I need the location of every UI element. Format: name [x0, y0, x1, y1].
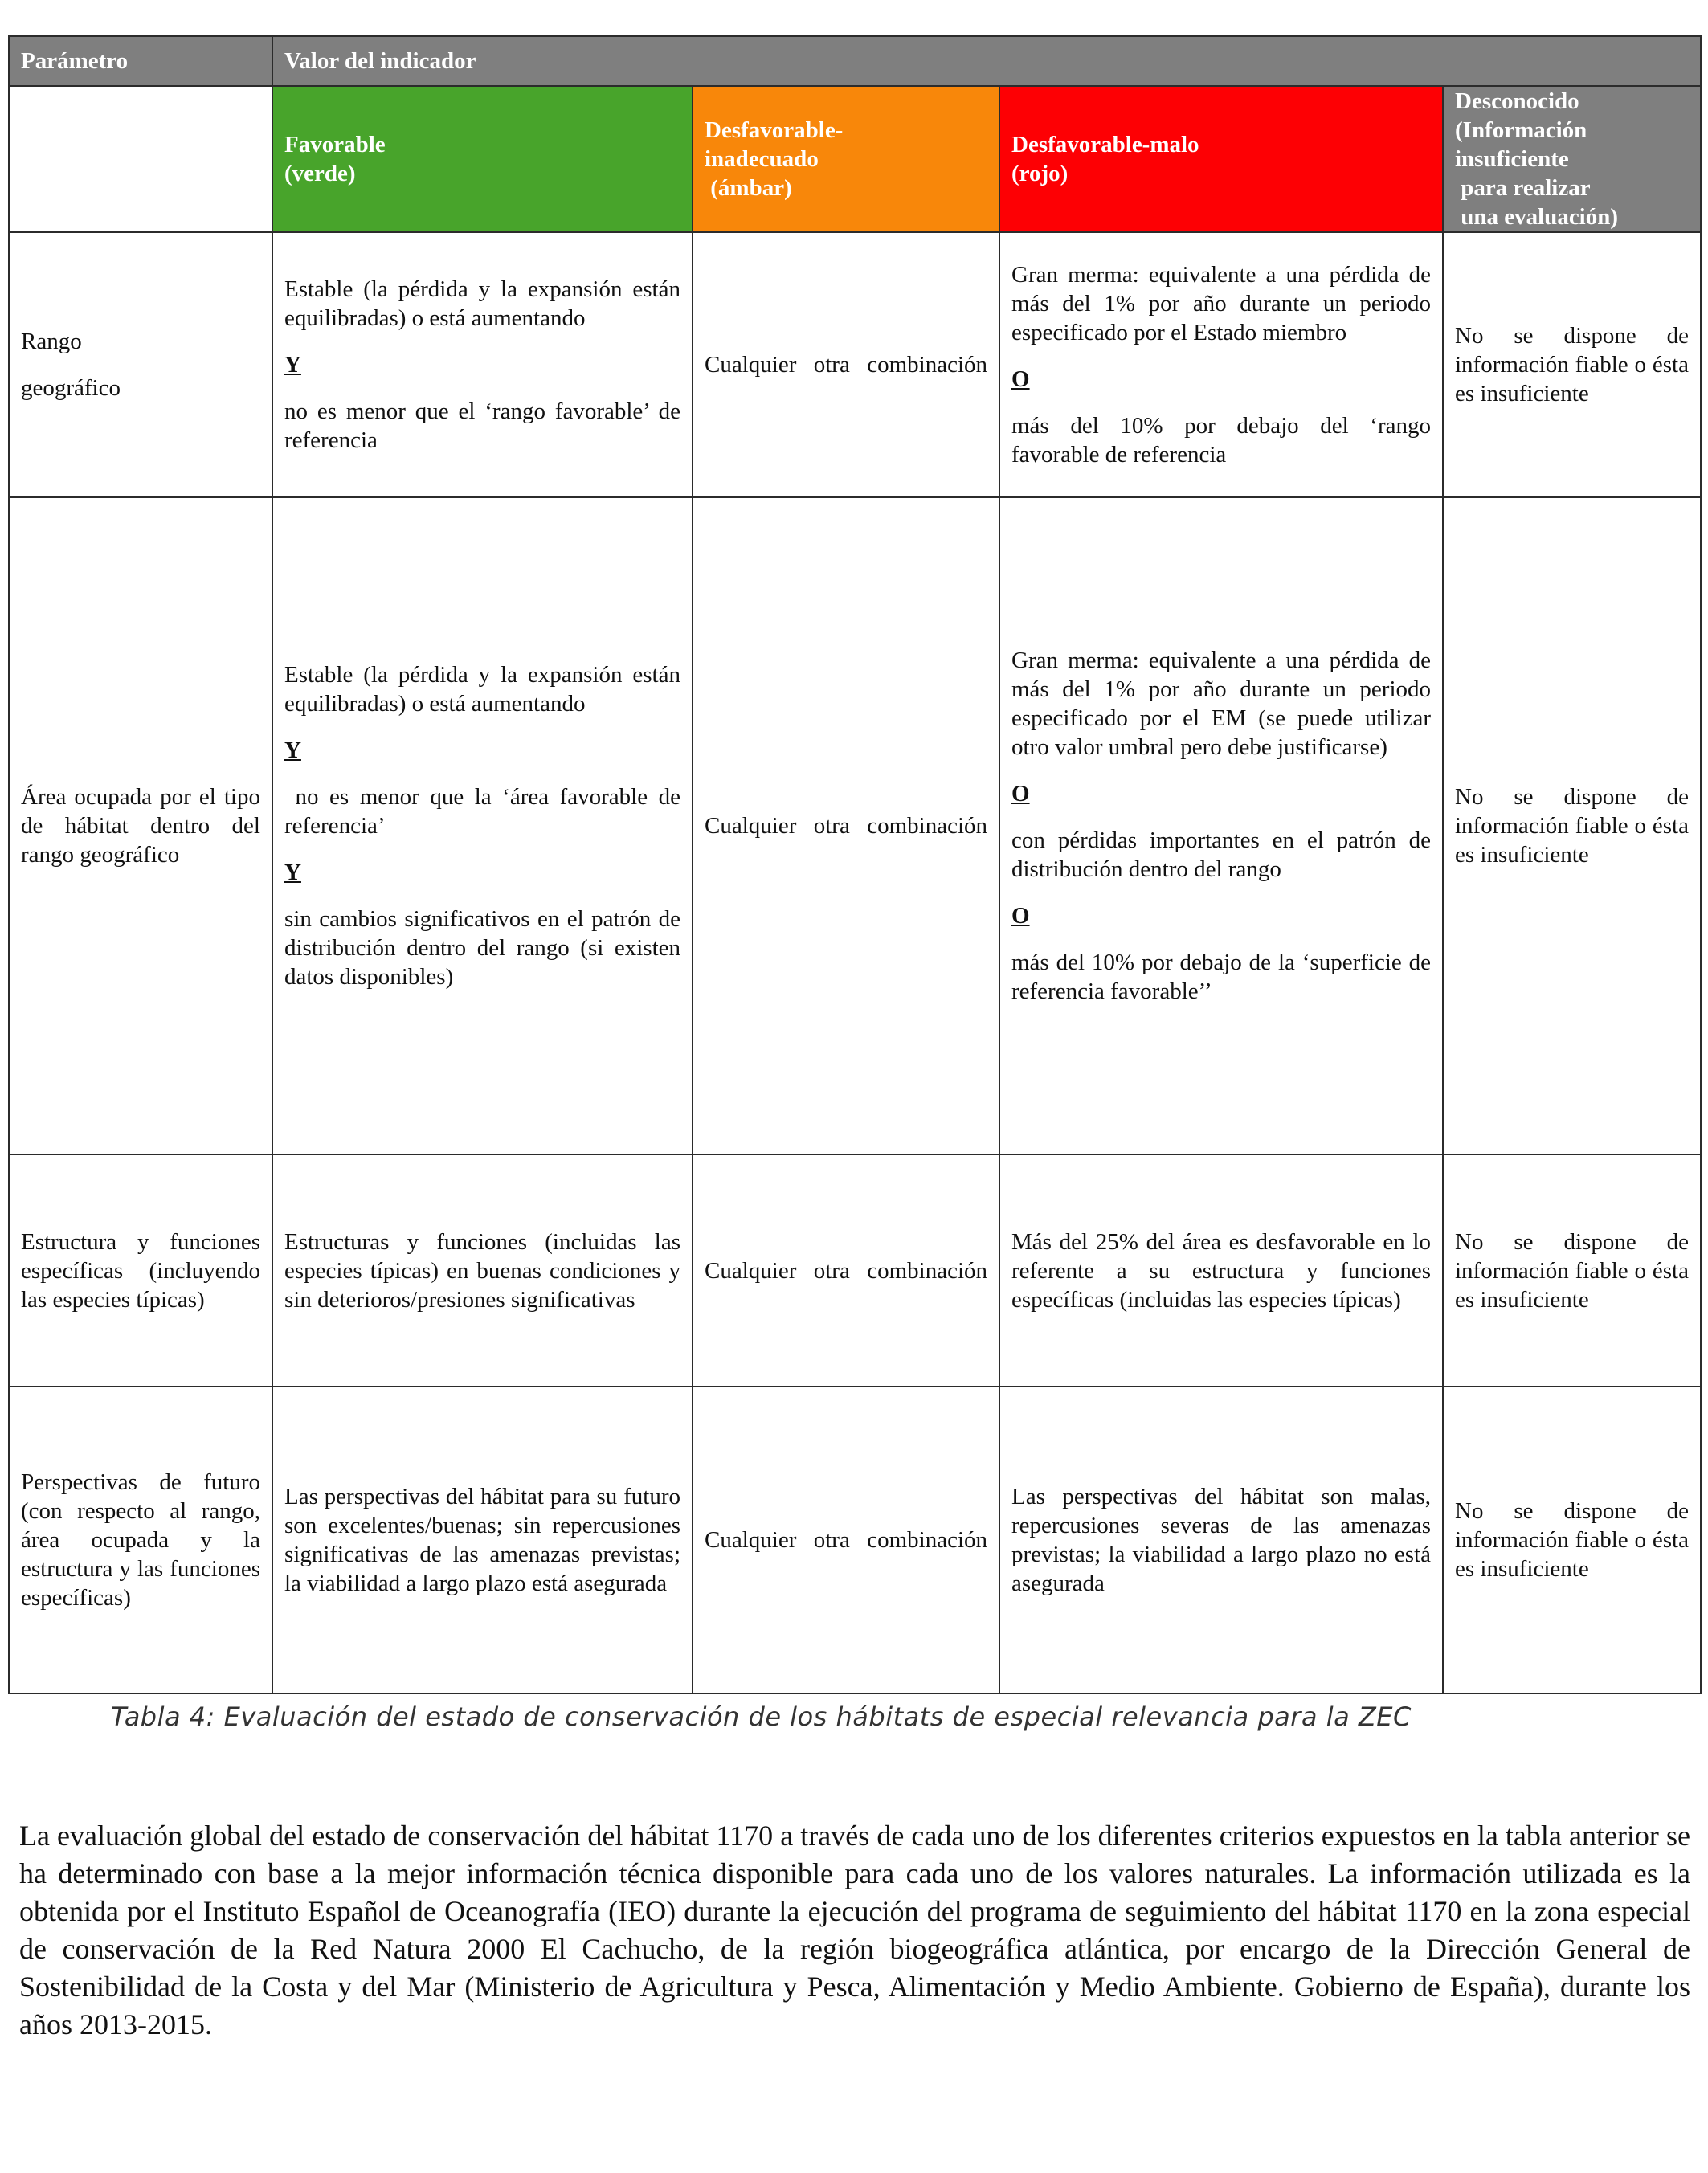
category-unknown: Desconocido (Información insuficiente para realizar una evaluación)	[1443, 86, 1701, 232]
favorable-cell: Estable (la pérdida y la expansión están equilibradas) o está aumentando Y no es menor que el ‘rango favorable’ de referencia	[272, 232, 693, 497]
inadequate-cell: Cualquier otra combinación	[693, 232, 999, 497]
table-row	[9, 1154, 1701, 1387]
conjunction-y: Y	[284, 860, 301, 885]
category-bad: Desfavorable-malo (rojo)	[999, 86, 1443, 232]
favorable-cell: Estable (la pérdida y la expansión están equilibradas) o está aumentando Y no es menor que la ‘área favorable de referencia’ Y sin cambios significativos en el patrón de distribución dentro del rango (si existen datos disponibles)	[272, 497, 693, 1154]
unknown-cell: No se dispone de información fiable o ésta es insuficiente	[1443, 497, 1701, 1154]
param-cell: Área ocupada por el tipo de hábitat dentro del rango geográfico	[9, 497, 272, 1154]
body-paragraph: La evaluación global del estado de conservación del hábitat 1170 a través de cada uno de los diferentes criterios expuestos en la tabla anterior se ha determinado con base a la mejor información técnica disponible para cada uno de los valores naturales. La información utilizada es la obtenida por el Instituto Español de Oceanografía (IEO) durante la ejecución del programa de seguimiento del hábitat 1170 en la zona especial de conservación de la Red Natura 2000 El Cachucho, de la región biogeográfica atlántica, por encargo de la Dirección General de Sostenibilidad de la Costa y del Mar (Ministerio de Agricultura y Pesca, Alimentación y Medio Ambiente. Gobierno de España), durante los años 2013-2015.	[19, 1820, 1690, 2040]
category-row	[9, 86, 1701, 232]
table-header-row	[9, 36, 1701, 86]
bad-cell: Las perspectivas del hábitat son malas, repercusiones severas de las amenazas previstas; la viabilidad a largo plazo no está asegurada	[999, 1387, 1443, 1693]
unknown-cell: No se dispone de información fiable o ésta es insuficiente	[1443, 1387, 1701, 1693]
inadequate-cell: Cualquier otra combinación	[693, 1387, 999, 1693]
param-cell: Estructura y funciones específicas (incluyendo las especies típicas)	[9, 1154, 272, 1387]
conjunction-o: O	[1011, 903, 1030, 929]
table-row	[9, 232, 1701, 497]
category-empty-cell	[9, 86, 272, 232]
inadequate-cell: Cualquier otra combinación	[693, 497, 999, 1154]
bad-cell: Gran merma: equivalente a una pérdida de más del 1% por año durante un periodo especificado por el EM (se puede utilizar otro valor umbral pero debe justificarse) O con pérdidas importantes en el patrón de distribución dentro del rango O más del 10% por debajo de la ‘superficie de referencia favorable’’	[999, 497, 1443, 1154]
table-row	[9, 1387, 1701, 1693]
unknown-cell: No se dispone de información fiable o ésta es insuficiente	[1443, 232, 1701, 497]
param-cell: Perspectivas de futuro (con respecto al rango, área ocupada y la estructura y las funciones específicas)	[9, 1387, 272, 1693]
category-inadequate: Desfavorable- inadecuado (ámbar)	[693, 86, 999, 232]
conservation-evaluation-table	[8, 35, 1702, 1694]
bad-cell: Gran merma: equivalente a una pérdida de más del 1% por año durante un periodo especificado por el Estado miembro O más del 10% por debajo del ‘rango favorable de referencia	[999, 232, 1443, 497]
header-parameter: Parámetro	[9, 36, 272, 86]
favorable-cell: Estructuras y funciones (incluidas las especies típicas) en buenas condiciones y sin deterioros/presiones significativas	[272, 1154, 693, 1387]
conjunction-y: Y	[284, 737, 301, 763]
category-favorable: Favorable (verde)	[272, 86, 693, 232]
unknown-cell: No se dispone de información fiable o ésta es insuficiente	[1443, 1154, 1701, 1387]
header-indicator-value: Valor del indicador	[272, 36, 1701, 86]
conjunction-o: O	[1011, 781, 1030, 807]
conjunction-y: Y	[284, 352, 301, 378]
bad-cell: Más del 25% del área es desfavorable en lo referente a su estructura y funciones específicas (incluidas las especies típicas)	[999, 1154, 1443, 1387]
table-caption: Tabla 4: Evaluación del estado de conservación de los hábitats de especial relevancia para la ZEC	[111, 1701, 1412, 1732]
param-cell: Rango geográfico	[9, 232, 272, 497]
favorable-cell: Las perspectivas del hábitat para su futuro son excelentes/buenas; sin repercusiones significativas de las amenazas previstas; la viabilidad a largo plazo está asegurada	[272, 1387, 693, 1693]
conjunction-o: O	[1011, 366, 1030, 392]
inadequate-cell: Cualquier otra combinación	[693, 1154, 999, 1387]
table-row	[9, 497, 1701, 1154]
